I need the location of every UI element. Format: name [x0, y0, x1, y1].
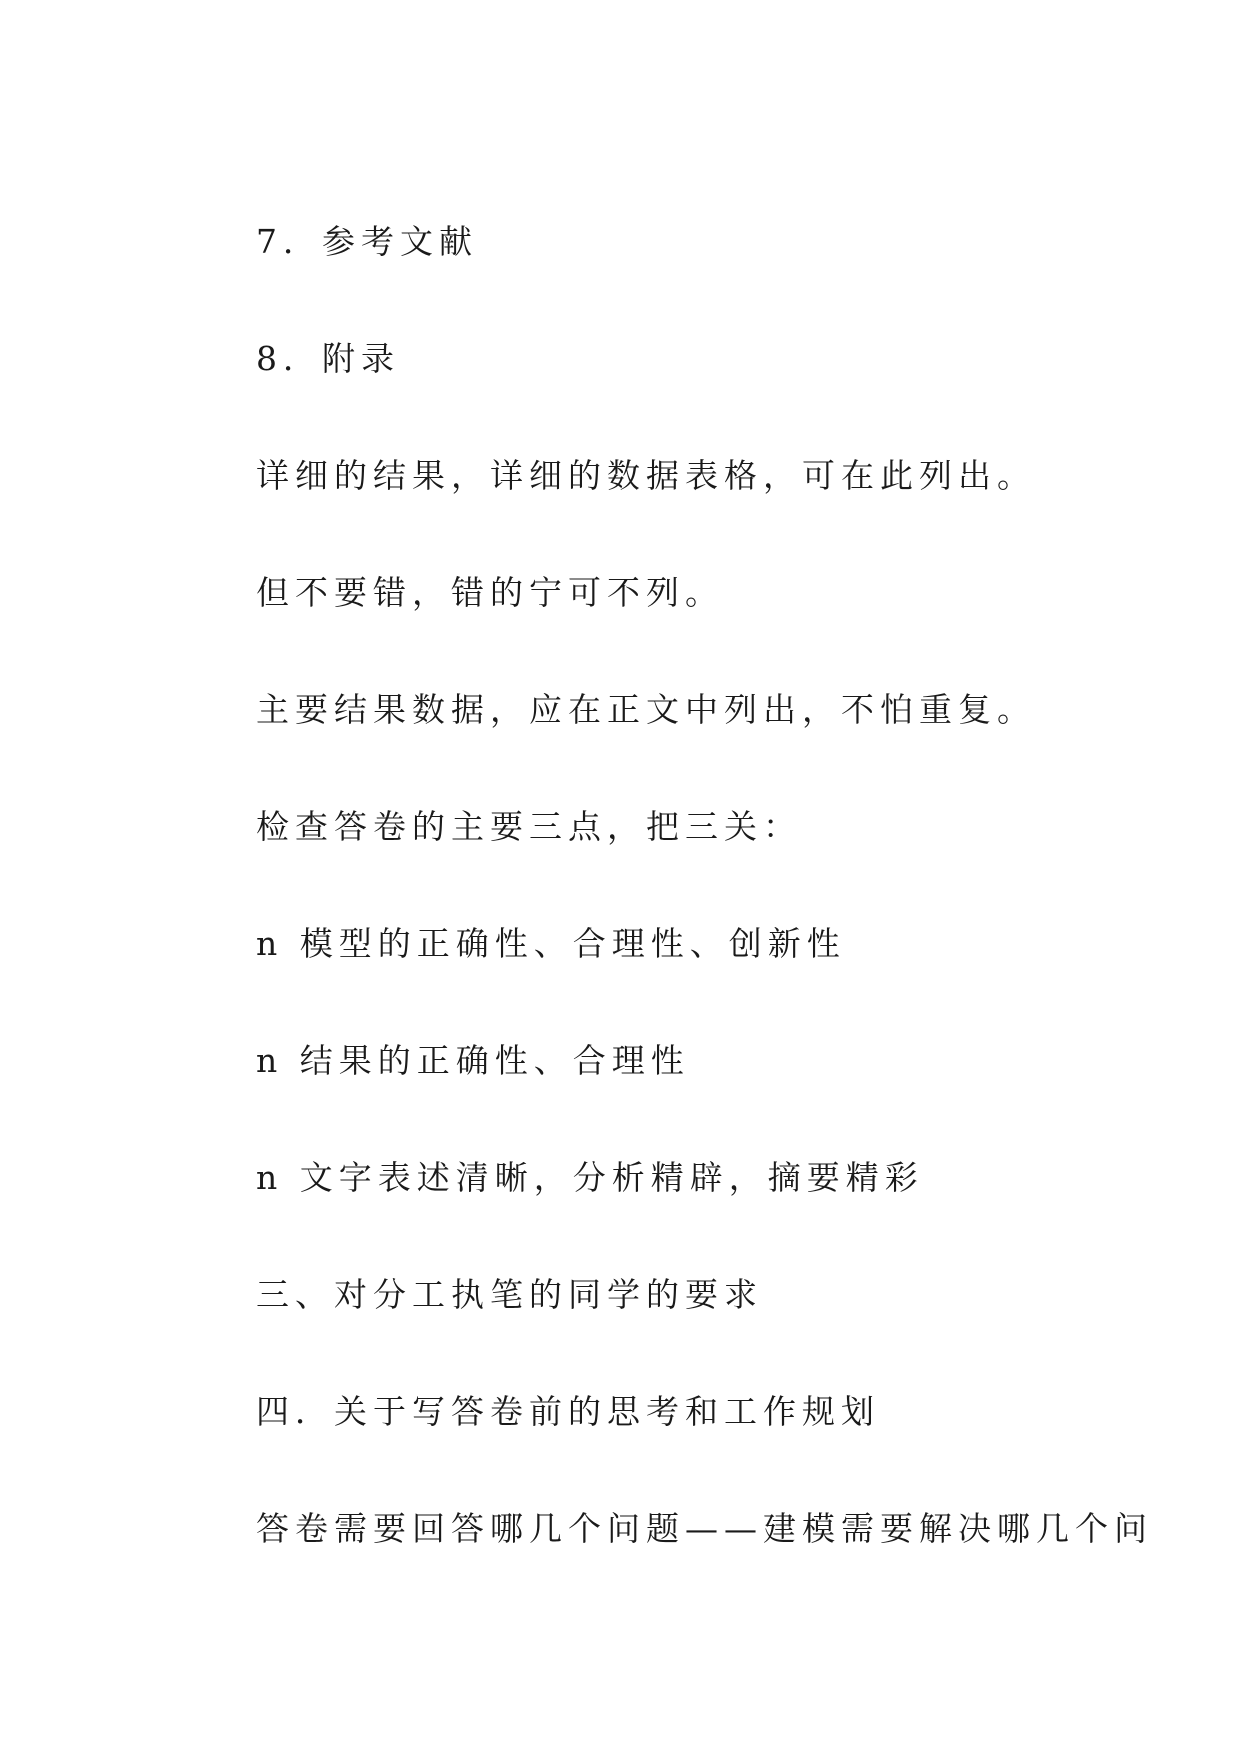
- section-heading-references: 7．参考文献: [256, 222, 478, 261]
- list-item: n 模型的正确性、合理性、创新性: [256, 924, 846, 963]
- paragraph-line: 详细的结果，详细的数据表格，可在此列出。: [256, 456, 1036, 495]
- section-heading: 四．关于写答卷前的思考和工作规划: [256, 1392, 880, 1431]
- paragraph-line: 但不要错，错的宁可不列。: [256, 573, 724, 612]
- section-heading-appendix: 8．附录: [256, 339, 400, 378]
- section-heading: 三、对分工执笔的同学的要求: [256, 1275, 763, 1314]
- paragraph-line: 答卷需要回答哪几个问题——建模需要解决哪几个问: [256, 1509, 1153, 1548]
- paragraph-line: 检查答卷的主要三点，把三关：: [256, 807, 802, 846]
- paragraph-line: 主要结果数据，应在正文中列出，不怕重复。: [256, 690, 1036, 729]
- list-item: n 结果的正确性、合理性: [256, 1041, 690, 1080]
- list-item: n 文字表述清晰，分析精辟，摘要精彩: [256, 1158, 924, 1197]
